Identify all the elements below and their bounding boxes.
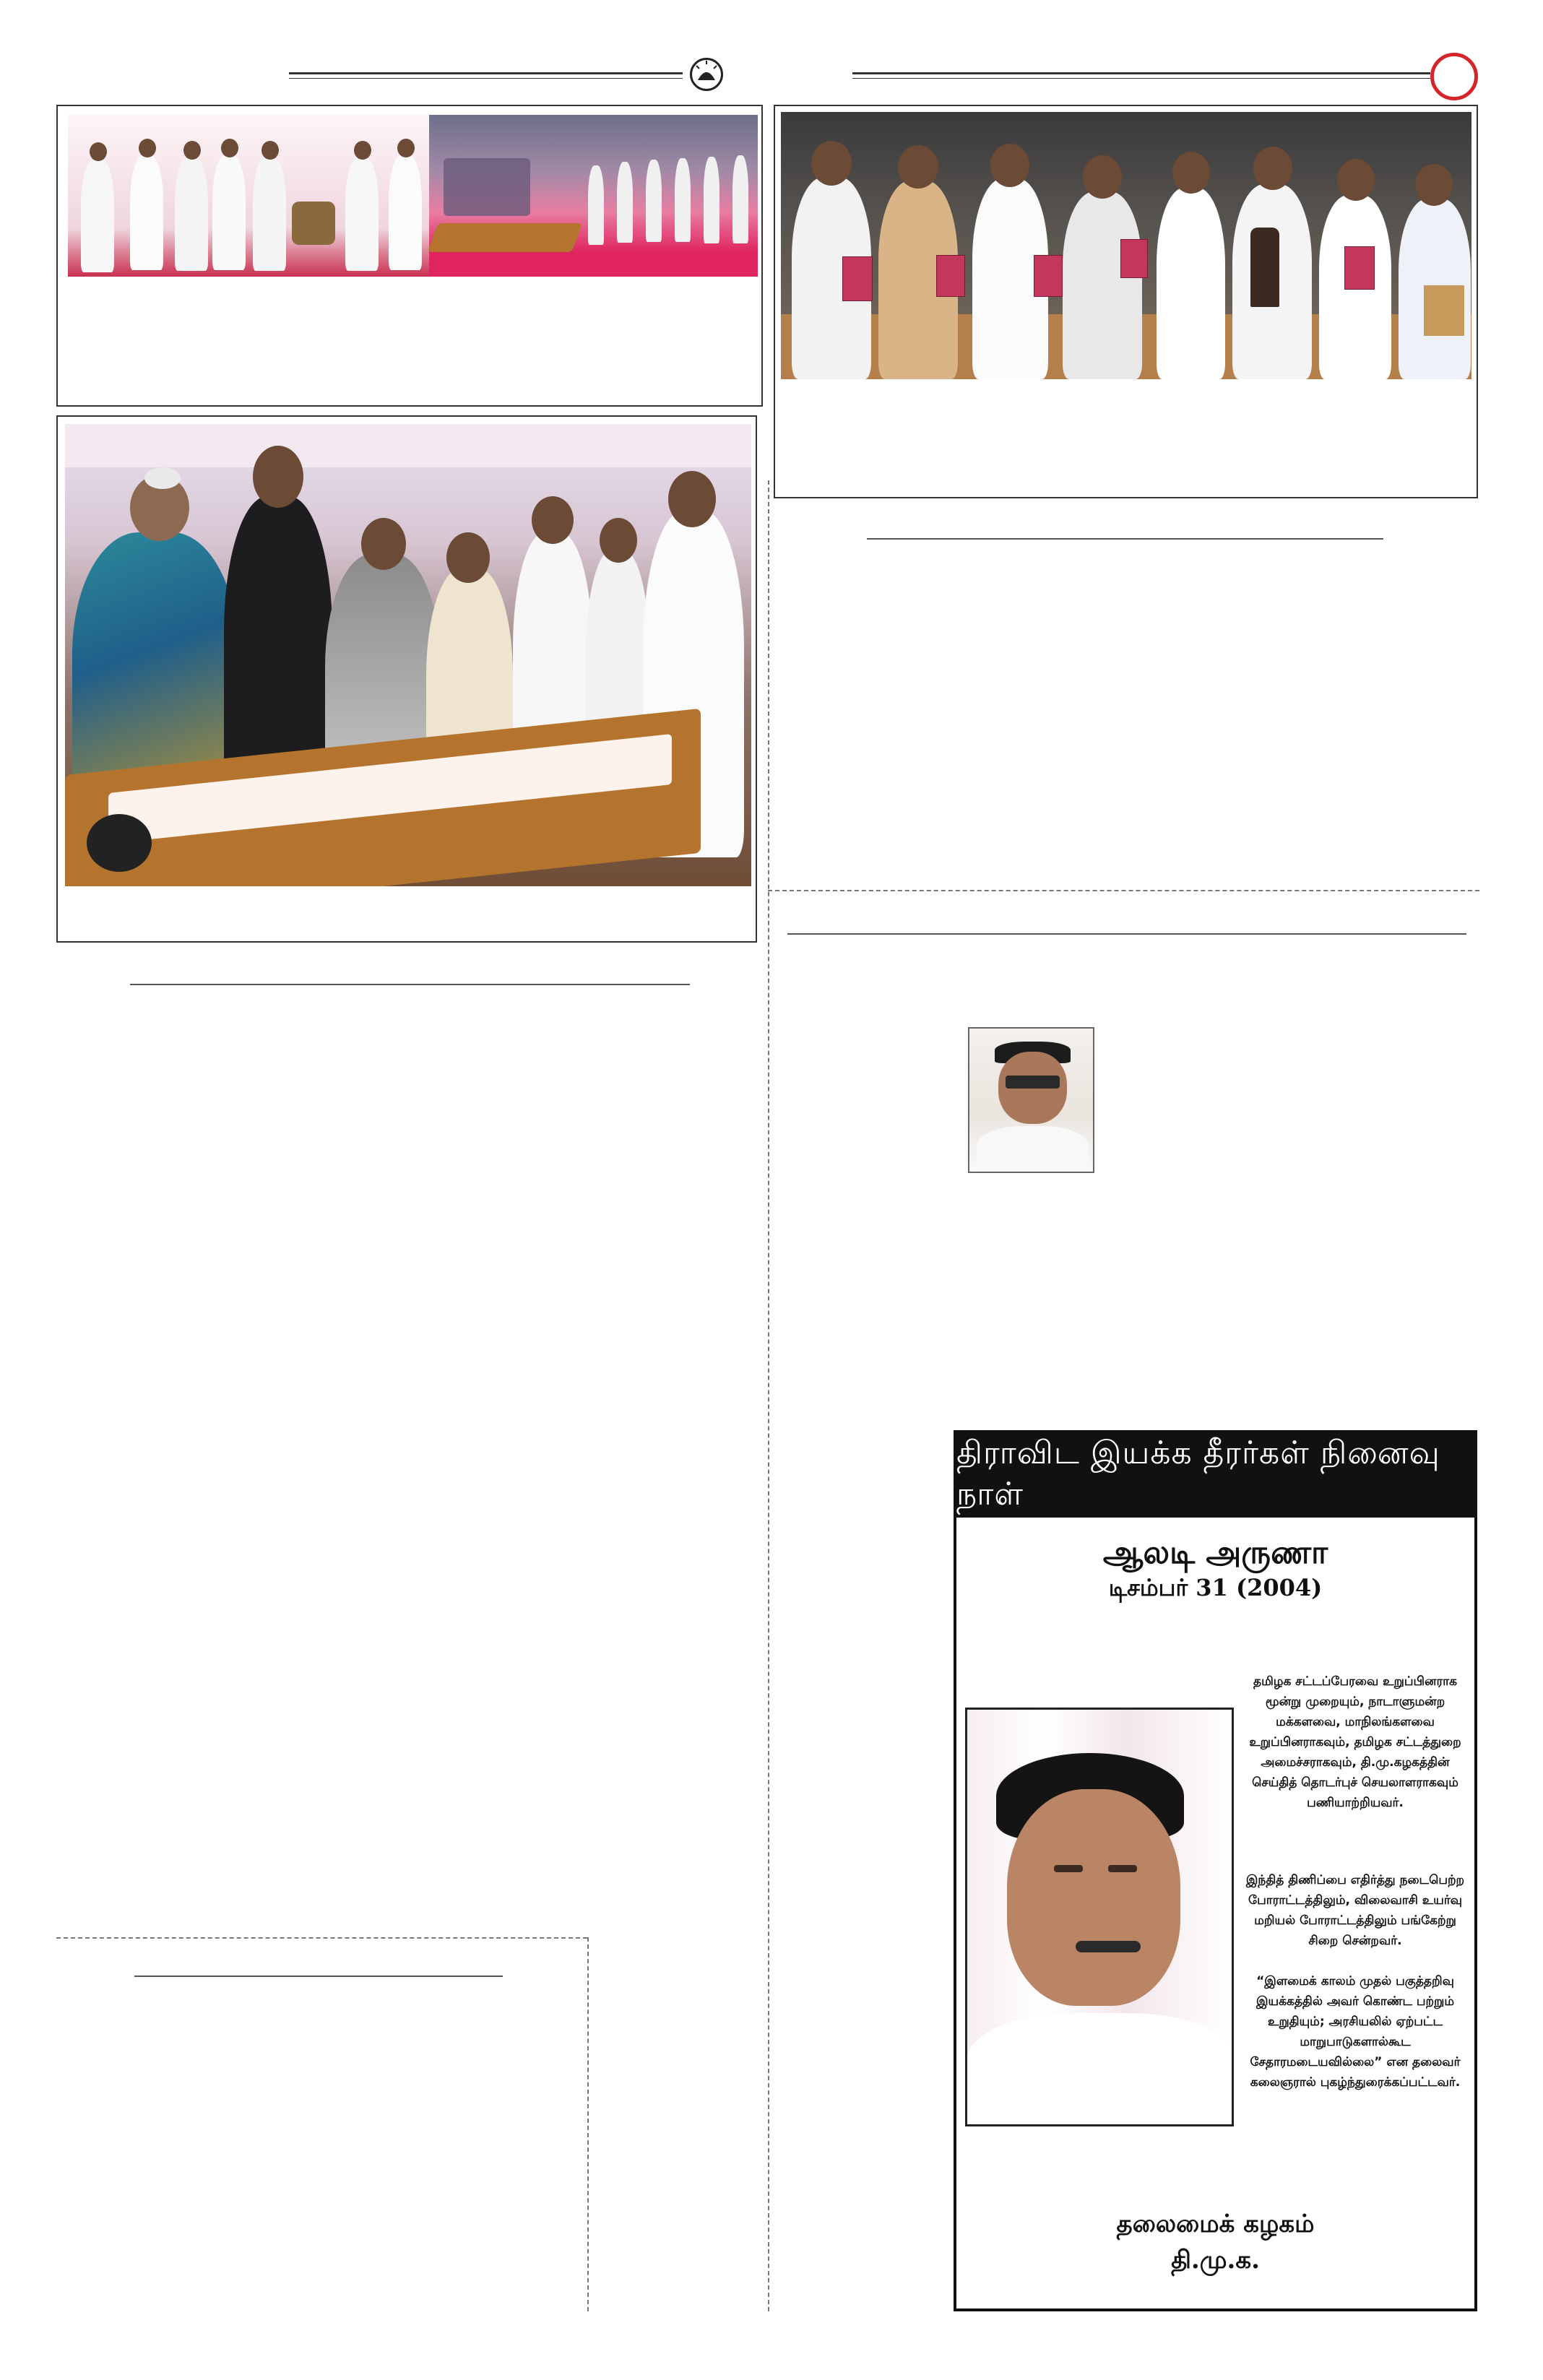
obituary-header: திராவிட இயக்க தீரர்கள் நினைவு நாள் [956,1433,1474,1518]
obituary-footer-line1: தலைமைக் கழகம் [1116,2210,1315,2238]
page-number-circle [1430,53,1478,100]
obituary-portrait [965,1708,1234,2126]
bottom-left-box-right [587,1937,589,2311]
headline-rule-top-right [867,538,1383,540]
header-rule-left-2 [289,78,683,79]
obituary-name: ஆலடி அருணா [1102,1534,1328,1571]
headline-rule-left-middle [130,984,690,985]
obituary-footer-line2: தி.மு.க. [1171,2246,1260,2275]
top-left-photo-frame [56,105,763,407]
book-release-photo [781,112,1471,379]
tribute-photo-frame [56,415,757,943]
column-divider [768,480,769,2311]
small-portrait-photo [968,1027,1094,1173]
obituary-date: டிசம்பர் 31 (2004) [1108,1574,1323,1601]
bottom-left-box-top [56,1937,587,1939]
obituary-paragraph-1: தமிழக சட்டப்பேரவை உறுப்பினராக மூன்று முறையும், நாடாளுமன்ற மக்களவை, மாநிலங்களவை உறுப்பினராகவும், தமிழக சட்டத்துறை அமைச்சராகவும், தி.மு.கழகத்தின் செய்தித் தொடர்புச் செயலாளராகவும் பணியாற்றியவர். [1249,1674,1461,1810]
obituary-paragraph-3: “இளமைக் காலம் முதல் பகுத்தறிவு இயக்கத்தில் அவர் கொண்ட பற்றும் உறுதியும்; அரசியலில் ஏற்பட்ட மாறுபாடுகளால்கூட சேதாரமடையவில்லை” என தலைவர் கலைஞரால் புகழ்ந்துரைக்கப்பட்டவர். [1250,1974,1461,2090]
headline-rule-bottom-left [134,1976,503,1977]
top-right-photo-frame [774,105,1478,498]
tribute-photo [65,424,751,886]
obituary-paragraph-2: இந்தித் திணிப்பை எதிர்த்து நடைபெற்ற போராட்டத்திலும், விலைவாசி உயர்வு மறியல் போராட்டத்திலும் பங்கேற்று சிறை சென்றவர். [1245,1873,1465,1948]
right-section-divider [768,890,1479,891]
header-rule-right-2 [852,78,1430,79]
rising-sun-logo-icon [690,58,723,91]
header-rule-right [852,72,1430,74]
header-rule-left [289,72,683,74]
obituary-notice [954,1430,1477,2311]
headline-rule-right-middle [787,933,1466,935]
event-stage-photo [68,115,758,277]
